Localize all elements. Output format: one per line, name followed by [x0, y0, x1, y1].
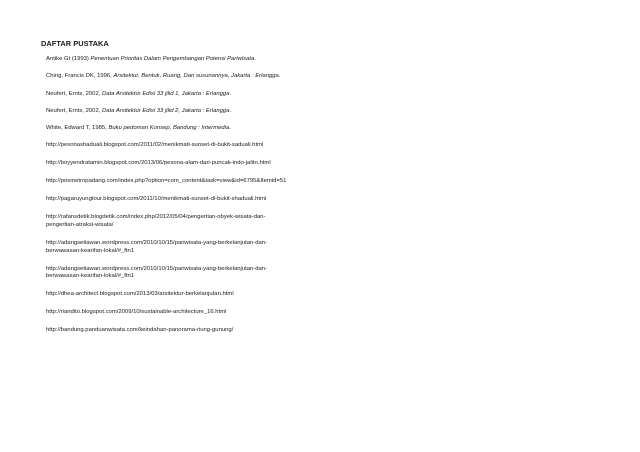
url-reference-item	[46, 240, 346, 255]
reference-item	[46, 56, 346, 64]
reference-item	[46, 108, 346, 116]
url-reference-item	[46, 291, 346, 299]
reference-title: Buku pedoman Konsep, Bandung : Intermedia	[108, 125, 230, 132]
url-reference-item	[46, 160, 346, 168]
url-reference-item	[46, 327, 346, 335]
url-reference-item	[46, 266, 346, 281]
url-text: http://riandito.blogspot.com/2009/10/sustainable-architecture_16.html	[46, 309, 227, 316]
reference-title: Data Arsitektur Edisi 33 jilid 2, Jakarta : Erlangga	[102, 107, 230, 114]
url-text-continued: berwawasan-kearifan-lokal/#_ftn1	[46, 247, 135, 254]
reference-end: .	[229, 107, 232, 114]
reference-item	[46, 91, 346, 99]
url-text: http://pesonashaduali.blogspot.com/2011/02/menikmati-sunset-di-bukit-saduali.html	[46, 142, 264, 149]
reference-title: Data Arsitektur Edisi 33 jilid 1, Jakarta : Erlangga	[102, 90, 230, 97]
page-title: DAFTAR PUSTAKA	[41, 39, 109, 48]
reference-author: Ching, Francis DK, 1996,	[46, 73, 114, 80]
url-text: http://bandung.panduanwisata.com/keindahan-panorama-riung-gunung/	[46, 327, 234, 334]
reference-author: Neufert, Ernts, 2002,	[46, 107, 102, 114]
reference-end: .	[254, 56, 256, 62]
url-text: http://rafansdetik.blogdetik.com/index.php/2012/05/04/pengertian-obyek-wisata-dan-	[46, 214, 266, 221]
url-text-continued: pengertian-atraksi-wisata/	[46, 221, 114, 228]
reference-author: White, Edward T, 1985,	[46, 125, 109, 132]
url-reference-item	[46, 178, 346, 186]
url-text-continued: berwawasan-kearifan-lokal/#_ftn1	[46, 273, 135, 280]
reference-title: Arsitektur, Bentuk, Ruang, Dan susunannya, Jakarta : Erlangga	[113, 73, 279, 80]
url-text: http://dhea-architect.blogspot.com/2013/03/arsitektur-berkelanjutan.html	[46, 291, 234, 298]
url-text: http://adangsetiawan.wordpress.com/2010/10/15/pariwisata-yang-berkelanjutan-dan-	[46, 265, 268, 272]
reference-item	[46, 73, 346, 81]
reference-author: Neufert, Ernts, 2002,	[46, 90, 102, 97]
url-reference-item	[46, 309, 346, 317]
reference-end: .	[229, 90, 232, 97]
reference-end: .	[229, 125, 231, 132]
url-text: http://adangsetiawan.wordpress.com/2010/10/15/pariwisata-yang-berkelanjutan-dan-	[46, 239, 268, 246]
url-reference-item	[46, 214, 346, 229]
reference-end: .	[278, 73, 281, 80]
url-text: http://posmetropadang.com/index.php?option=com_content&task=view&id=6795&Itemid=51	[46, 178, 287, 185]
reference-item	[46, 125, 346, 133]
url-text: http://pagaruyungtour.blogspot.com/2011/10/menikmati-sunset-di-bukit-shaduali.html	[46, 196, 267, 203]
reference-author: Antike Gt (1993)	[46, 56, 91, 62]
url-reference-item	[46, 196, 346, 204]
url-reference-item	[46, 142, 346, 150]
reference-list	[46, 56, 346, 335]
reference-title: Penentuan Prioritas Dalam Pengembangan Potensi Pariwisata	[90, 56, 255, 62]
url-text: http://boyyendratamin.blogspot.com/2013/06/pesona-alam-dari-puncak-indo-jalito.html	[46, 160, 271, 167]
